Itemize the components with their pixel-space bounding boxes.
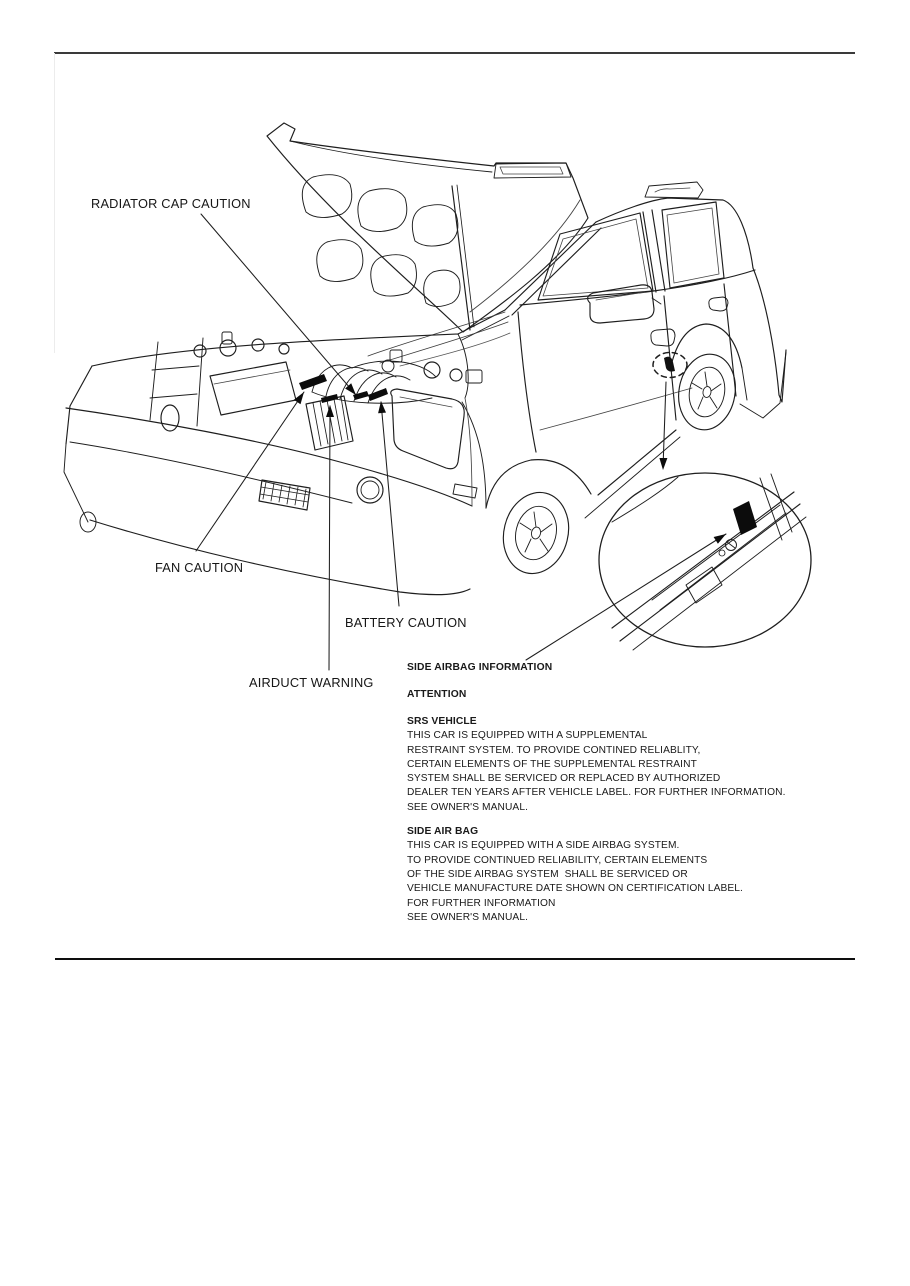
- door-detail-callout-circle: [599, 473, 811, 650]
- side-air-bag-line: TO PROVIDE CONTINUED RELIABILITY, CERTAIN ELEMENTS: [407, 854, 708, 866]
- srs-vehicle-section: [407, 715, 837, 815]
- airduct-arrowhead: [326, 405, 334, 417]
- info-leader-line: [526, 534, 726, 660]
- radiator-cap-caution-label: RADIATOR CAP CAUTION: [91, 196, 251, 211]
- side-air-bag-line: FOR FURTHER INFORMATION: [407, 897, 556, 909]
- fan-caution-label: FAN CAUTION: [155, 560, 244, 575]
- engine-bay: [66, 332, 482, 469]
- side-air-bag-line: OF THE SIDE AIRBAG SYSTEM SHALL BE SERVICED OR: [407, 868, 688, 880]
- srs-line: RESTRAINT SYSTEM. TO PROVIDE CONTINED RELIABLITY,: [407, 744, 701, 756]
- info-attention: ATTENTION: [407, 689, 467, 700]
- airduct-label-mark: [321, 394, 338, 403]
- battery-label-mark: [368, 388, 388, 401]
- side-air-bag-line: SEE OWNER'S MANUAL.: [407, 911, 529, 923]
- radiator-arrowhead: [345, 383, 356, 395]
- radiator-label-mark: [353, 391, 369, 400]
- srs-line: SYSTEM SHALL BE SERVICED OR REPLACED BY AUTHORIZED: [407, 773, 721, 785]
- info-title: SIDE AIRBAG INFORMATION: [407, 662, 553, 673]
- caution-label-markers: [294, 374, 726, 544]
- side-air-bag-line: THIS CAR IS EQUIPPED WITH A SIDE AIRBAG SYSTEM.: [407, 840, 680, 852]
- car-body: [368, 182, 786, 518]
- battery-leader-line: [381, 402, 399, 606]
- battery-caution-label: BATTERY CAUTION: [345, 615, 467, 630]
- locator-arrow-line: [663, 382, 666, 468]
- front-bumper: [64, 334, 477, 595]
- srs-line: THIS CAR IS EQUIPPED WITH A SUPPLEMENTAL: [407, 730, 648, 742]
- side-air-bag-heading: SIDE AIR BAG: [407, 826, 479, 838]
- srs-heading: SRS VEHICLE: [407, 716, 477, 727]
- side-air-bag-line: VEHICLE MANUFACTURE DATE SHOWN ON CERTIFICATION LABEL.: [407, 883, 743, 895]
- side-airbag-label-mark: [733, 501, 757, 535]
- rear-wheel: [672, 324, 747, 434]
- srs-line: CERTAIN ELEMENTS OF THE SUPPLEMENTAL RESTRAINT: [407, 758, 697, 770]
- airduct-leader-line: [329, 406, 330, 670]
- side-air-bag-section: [407, 825, 837, 925]
- radiator-leader-line: [201, 214, 356, 395]
- airduct-warning-label: AIRDUCT WARNING: [249, 675, 374, 690]
- locator-arrowhead: [659, 458, 667, 470]
- side-airbag-info-block: [407, 662, 837, 925]
- car-hood: [267, 123, 588, 332]
- fan-leader-line: [196, 392, 304, 551]
- info-arrowhead: [714, 534, 726, 544]
- srs-line: SEE OWNER'S MANUAL.: [407, 801, 529, 813]
- front-wheel: [462, 402, 591, 581]
- srs-line: DEALER TEN YEARS AFTER VEHICLE LABEL. FOR FURTHER INFORMATION.: [407, 787, 786, 799]
